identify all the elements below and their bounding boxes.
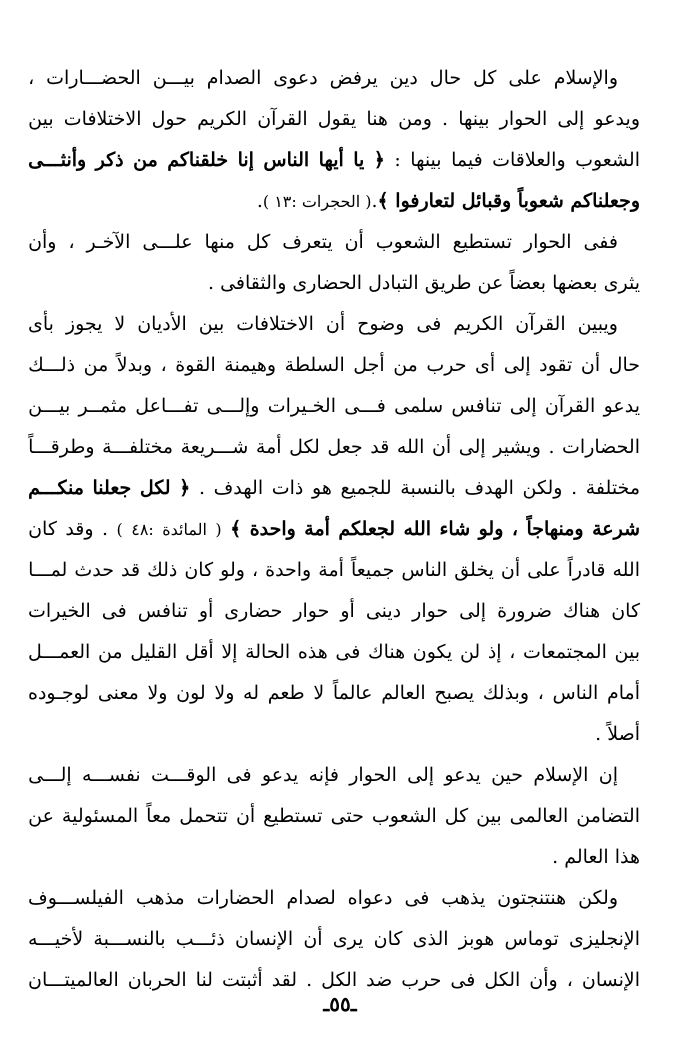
text-segment-word: الشعوب (371, 805, 437, 827)
text-segment-word: هو (312, 477, 332, 499)
text-segment-word: جعل (327, 436, 363, 458)
text-segment-word: فى (101, 600, 127, 622)
text-segment-word: أمة (318, 559, 344, 581)
text-line (28, 837, 640, 878)
text-line (28, 755, 640, 796)
text-segment-word: لن (459, 641, 481, 663)
text-segment-word: واحدة (265, 559, 312, 581)
quran-quote-word: ومنهاجاً (526, 518, 584, 540)
text-segment-word: من (393, 354, 418, 376)
text-segment-word: الناس (552, 682, 599, 704)
text-line (28, 632, 640, 673)
text-segment-word: علـــى (142, 231, 193, 253)
text-segment-word: . (548, 436, 555, 458)
text-segment-word: الكريم (453, 313, 504, 335)
text-line (28, 222, 640, 263)
text-segment-word: مذهب (135, 887, 185, 909)
quran-quote-word: خلقناكم (167, 149, 229, 171)
text-segment-word: لنا (195, 969, 213, 991)
text-line (28, 550, 640, 591)
text-segment-word: تفـــاعل (135, 395, 199, 417)
text-segment-word: أمام (606, 682, 640, 704)
text-segment-word: توماس (504, 928, 559, 950)
text-segment-word: العالمى (509, 805, 569, 827)
text-segment-word: من (97, 641, 123, 663)
verse-citation-word: المائدة (162, 520, 207, 539)
text-segment-word: القوة (175, 354, 216, 376)
text-segment-word: . (571, 477, 578, 499)
text-segment-word: قادراً (567, 559, 606, 581)
quran-quote-word: أمة (304, 518, 330, 540)
text-segment-word: كان (373, 928, 403, 950)
text-segment-word: ، (68, 231, 75, 253)
text-segment-word: إلى (503, 354, 531, 376)
verse-citation: ( الحجرات :١٣ ) (262, 192, 372, 211)
text-segment-word: الفيلســـوف (28, 887, 124, 909)
text-segment-word: بالنســـبة (93, 928, 166, 950)
text-segment-word: دين (389, 67, 418, 89)
text-segment-word: ، (537, 682, 544, 704)
text-segment-word: إلا (221, 641, 238, 663)
text-segment-word: يكون (412, 641, 453, 663)
text-line (28, 99, 640, 140)
text-segment-word: الحوار (523, 231, 572, 253)
text-segment-word: يدعو (444, 764, 481, 786)
text-segment-word: العمـــل (28, 641, 91, 663)
text-segment-word: القليل (130, 641, 178, 663)
text-segment-word: لأخيـــه (28, 928, 84, 950)
text-segment-word: الحوار (349, 764, 397, 786)
text-segment-word: تستطيع (263, 805, 323, 827)
text-segment-word: إلى (509, 395, 537, 417)
text-segment-word: أن (235, 805, 256, 827)
text-segment-word: ذلـــك (28, 354, 76, 376)
text-segment-word: إلـــى (28, 764, 72, 786)
verse-citation-word: :٤٨ (131, 520, 154, 539)
text-segment-word: وإلـــى (206, 395, 260, 417)
text-segment-word: حرب (426, 354, 467, 376)
text-segment-word: الحربان (127, 969, 187, 991)
quran-quote-word: يا (353, 149, 365, 171)
quran-quote-word: الناس (263, 149, 310, 171)
text-segment-word: المجتمعات (522, 641, 607, 663)
text-segment-word: ولا (147, 682, 168, 704)
quran-quote-word: الله (403, 518, 432, 540)
text-segment-word: بينها (458, 108, 490, 130)
text-segment-word: بينها (410, 149, 442, 171)
text-segment-word: وأن (529, 969, 558, 991)
text-segment-word: هنا (366, 108, 388, 130)
text-segment-word: وبذلك (482, 682, 530, 704)
text-segment-word: معاً (146, 805, 172, 827)
text-line (28, 345, 640, 386)
text-segment-word: كل (473, 67, 497, 89)
text-segment-word: فى (404, 887, 430, 909)
text-segment-word: ضد (366, 969, 393, 991)
text-segment-word: مختلفـــة (102, 436, 174, 458)
text-segment-word: ويبين (577, 313, 618, 335)
text-segment-word: ويشير (493, 436, 541, 458)
text-segment-word: ولا (214, 682, 235, 704)
text-segment-word: الاختلافات (236, 313, 314, 335)
text-segment-word: وهيمنة (224, 354, 277, 376)
text-segment-word: حال (608, 354, 640, 376)
text-segment-word: كان (611, 600, 640, 622)
text-line (28, 468, 640, 509)
text-segment-word: ولكن (578, 887, 618, 909)
text-segment-word: لكل (289, 436, 320, 458)
text-line (28, 181, 640, 222)
text-segment-word: . (442, 108, 449, 130)
text-segment-word: كل (444, 805, 469, 827)
text-line (28, 304, 640, 345)
text-segment-word: فيما (451, 149, 483, 171)
text-segment-word: ضرورة (497, 600, 552, 622)
text-segment-word: قد (370, 436, 390, 458)
text-segment: . (371, 190, 378, 212)
text-segment-word: فى (450, 969, 476, 991)
text-segment-word: أى (475, 354, 496, 376)
text-segment-word: تنافس (137, 600, 188, 622)
text-segment-word: على (508, 67, 542, 89)
verse-citation-word: ) (116, 520, 123, 539)
text-segment-word: كل (246, 231, 271, 253)
text-segment-word: حرب (401, 969, 442, 991)
text-segment-word: . (306, 969, 313, 991)
text-segment-word: والإسلام (553, 67, 618, 89)
text-segment-word: بين (198, 313, 225, 335)
text-segment-word: المسئولية (61, 805, 139, 827)
quran-quote-word: ذكر (95, 149, 124, 171)
quran-quote-word: إنا (237, 149, 254, 171)
text-segment-word: ، (251, 559, 259, 581)
text-segment-word: تتحمل (179, 805, 228, 827)
quran-quote: وجعلناكم شعوباً وقبائل لتعارفوا ﴾ (377, 190, 640, 212)
text-segment: هذا العالم . (552, 846, 640, 868)
text-segment-word: : (394, 149, 401, 171)
text-segment-word: يصبح (434, 682, 475, 704)
text-segment-word: حدث (74, 559, 114, 581)
text-segment-word: معنى (97, 682, 139, 704)
quran-quote-word: شاء (439, 518, 471, 540)
text-segment-word: ، (509, 641, 516, 663)
quran-quote-word: لجعلكم (338, 518, 396, 540)
quran-quote-word: ﴿ (179, 477, 191, 499)
text-segment-word: يذهب (441, 887, 486, 909)
text-segment-word: فـــى (344, 395, 386, 417)
text-segment-word: إن (598, 764, 618, 786)
text-segment-word: الاختلافات (63, 108, 142, 130)
text-segment-word: لقد (271, 969, 298, 991)
text-segment-word: طعم (267, 682, 305, 704)
text-segment: أصلاً . (595, 723, 640, 745)
text-segment-word: أقل (184, 641, 214, 663)
text-segment-word: الهدف (213, 477, 264, 499)
text-segment-word: تستطيع (452, 231, 512, 253)
text-segment-word: الخـيرات (267, 395, 336, 417)
text-segment-word: الناس (401, 559, 448, 581)
text-segment-word: فى (416, 313, 442, 335)
text-segment-word: العالميتـــان (28, 969, 119, 991)
text-segment-word: هذه (297, 641, 328, 663)
quran-quote-word: ، (511, 518, 518, 540)
text-segment-word: ولو (220, 559, 245, 581)
text-segment-word: أثبتت (221, 969, 263, 991)
verse-citation-word: ( (215, 520, 222, 539)
text-segment-word: يقول (317, 108, 357, 130)
text-segment-word: لوجـوده (28, 682, 90, 704)
text-segment-word: بين (476, 805, 502, 827)
text-line (28, 878, 640, 919)
text-line (28, 673, 640, 714)
text-segment-word: بين (28, 108, 54, 130)
text-segment-word: دعوى (273, 67, 318, 89)
text-line (28, 427, 640, 468)
text-segment-word: أو (198, 600, 214, 622)
text-segment-word: حوار (412, 600, 449, 622)
text-segment-word: الإنسان (581, 969, 640, 991)
text-segment-word: وقد (65, 518, 94, 540)
text-segment-word: حتى (330, 805, 364, 827)
text-segment-word: العالم (381, 682, 426, 704)
text-line (28, 714, 640, 755)
text-segment-word: مثمــر (78, 395, 128, 417)
text-segment-word: بيـــن (28, 395, 71, 417)
text-segment-word: أن (344, 231, 364, 253)
quran-quote-word: جعلنا (92, 477, 132, 499)
text-segment-word: ذلك (147, 559, 178, 581)
text-segment-word: بالنسبة (400, 477, 456, 499)
text-segment-word: لا (313, 682, 325, 704)
text-segment-word: نفســـه (81, 764, 141, 786)
text-segment-word: من (83, 354, 109, 376)
text-segment-word: يدعو (261, 764, 299, 786)
text-segment-word: الذى (412, 928, 449, 950)
text-segment-word: الخيرات (28, 600, 91, 622)
text-segment-word: الحالة (245, 641, 291, 663)
text-segment-word: الهدف (464, 477, 514, 499)
text-segment-word: . (102, 518, 109, 540)
text-segment-word: ، (566, 969, 573, 991)
text-segment-word: منها (204, 231, 235, 253)
quran-quote-word: ولو (478, 518, 504, 540)
quran-quote-word: لكل (139, 477, 171, 499)
text-segment-word: يخلق (454, 559, 494, 581)
text-segment-word: حين (491, 764, 524, 786)
text-segment-word: إلى (557, 108, 585, 130)
text-segment-word: حوار (293, 600, 330, 622)
text-segment-word: ذات (271, 477, 304, 499)
text-segment-word: الإنسان (235, 928, 294, 950)
text-segment-word: ، (160, 354, 167, 376)
text-segment-word: لصدام (286, 887, 336, 909)
text-segment-word: وطرقـــاً (28, 436, 95, 458)
text-segment-word: دعواه (347, 887, 393, 909)
text-segment-word: مختلفة (585, 477, 640, 499)
text-segment-word: هوبز (458, 928, 495, 950)
page-body (28, 58, 640, 1001)
text-segment-word: حول (151, 108, 187, 130)
text-segment-word: هنتنجتون (497, 887, 567, 909)
text-segment-word: الله (396, 436, 425, 458)
text-segment-word: دينى (365, 600, 402, 622)
text-line (28, 263, 640, 304)
text-segment-word: له (243, 682, 260, 704)
text-segment: يثرى بعضها بعضاً عن طريق التبادل الحضارى والثقافى . (208, 272, 640, 294)
quran-quote-word: من (133, 149, 158, 171)
text-segment-word: الصدام (206, 67, 262, 89)
text-segment-word: الحضارات (196, 887, 275, 909)
text-segment-word: يرفض (329, 67, 378, 89)
text-segment-word: الكل (484, 969, 521, 991)
text-line (28, 386, 640, 427)
text-line (28, 58, 640, 99)
text-segment-word: عن (28, 805, 54, 827)
text-segment-word: ولكن (522, 477, 563, 499)
text-segment-word: لمـــا (28, 559, 68, 581)
text-segment-word: الأديان (137, 313, 187, 335)
text-segment-word: جميعاً (350, 559, 395, 581)
text-line (28, 591, 640, 632)
text-segment-word: والعلاقات (492, 149, 566, 171)
text-segment-word: أن (431, 436, 452, 458)
text-segment-word: القرآن (515, 313, 566, 335)
text-segment-word: فى (335, 641, 361, 663)
text-segment-word: إذ (487, 641, 502, 663)
text-segment-word: تقود (539, 354, 573, 376)
quran-quote-word: واحدة (249, 518, 296, 540)
text-segment-word: . (198, 477, 205, 499)
text-segment-word: أن (500, 559, 521, 581)
text-segment-word: ففى (583, 231, 618, 253)
text-segment-word: أو (340, 600, 355, 622)
text-segment-word: الشعوب (575, 149, 640, 171)
text-segment-word: حضارى (224, 600, 283, 622)
text-segment-word: فى (226, 764, 252, 786)
text-segment-word: يجوز (65, 313, 103, 335)
text-segment-word: للجميع (340, 477, 392, 499)
text-segment-word: الكل (321, 969, 358, 991)
text-segment-word: يرى (332, 928, 364, 950)
text-segment-word: التضامن (576, 805, 640, 827)
text-segment-word: يدعو (603, 395, 640, 417)
text-segment-word: الحضـــارات (46, 67, 141, 89)
text-segment-word: الله (612, 559, 640, 581)
text-segment-word: أن (580, 354, 601, 376)
quran-quote-word: ﴾ (230, 518, 242, 540)
quran-quote-word: شرعة (592, 518, 640, 540)
text-line (28, 919, 640, 960)
text-segment-word: حال (429, 67, 462, 89)
text-segment-word: إلى (458, 436, 486, 458)
text-segment-word: ، (28, 67, 35, 89)
text-segment-word: الكريم (197, 108, 248, 130)
text-segment-word: ذئـــب (175, 928, 225, 950)
text-segment-word: أن (303, 928, 323, 950)
text-segment-word: أن (325, 313, 346, 335)
text-segment-word: الإسلام (533, 764, 589, 786)
text-segment-word: القرآن (257, 108, 308, 130)
text-segment-word: وضوح (357, 313, 405, 335)
quran-quote-word: منكـــم (28, 477, 84, 499)
text-segment-word: يتعرف (282, 231, 333, 253)
text-segment-word: هناك (367, 641, 406, 663)
text-segment-word: فإنه (308, 764, 339, 786)
page-number: ـ٥٥ـ (323, 992, 357, 1016)
text-segment-word: الحضارات (562, 436, 640, 458)
text-segment-word: القرآن (544, 395, 596, 417)
text-line (28, 509, 640, 550)
text-segment-word: الآخـر (86, 231, 131, 253)
quran-quote-word: ﴿ (373, 149, 385, 171)
text-segment-word: إلى (407, 764, 435, 786)
quran-quote-word: أيها (318, 149, 344, 171)
text-segment: . (256, 190, 263, 212)
text-segment-word: بأى (28, 313, 54, 335)
text-segment-word: كان (28, 518, 57, 540)
text-segment-word: لا (114, 313, 126, 335)
text-segment-word: الوقـــت (151, 764, 217, 786)
text-segment-word: لون (176, 682, 206, 704)
text-segment-word: وبدلاً (116, 354, 153, 376)
text-segment-word: عالماً (332, 682, 373, 704)
text-segment-word: شـــريعة (180, 436, 249, 458)
text-segment-word: هناك (563, 600, 601, 622)
text-segment-word: على (527, 559, 561, 581)
text-segment-word: تنافس (451, 395, 502, 417)
text-segment-word: السلطة (284, 354, 345, 376)
text-segment-word: الشعوب (375, 231, 441, 253)
text-segment-word: وأن (28, 231, 57, 253)
text-segment-word: بين (614, 641, 640, 663)
text-segment-word: أجل (353, 354, 385, 376)
text-segment-word: ويدعو (594, 108, 640, 130)
text-segment-word: الإنجليزى (568, 928, 640, 950)
text-segment-word: أمة (255, 436, 282, 458)
text-line (28, 140, 640, 181)
text-segment-word: كان (184, 559, 214, 581)
text-segment-word: الحوار (499, 108, 548, 130)
quran-quote-word: وأنثـــى (28, 149, 87, 171)
text-segment-word: قد (120, 559, 141, 581)
text-segment-word: ومن (398, 108, 432, 130)
text-segment-word: بيـــن (152, 67, 195, 89)
text-line (28, 796, 640, 837)
text-segment-word: إلى (459, 600, 487, 622)
text-segment-word: سلمى (394, 395, 444, 417)
